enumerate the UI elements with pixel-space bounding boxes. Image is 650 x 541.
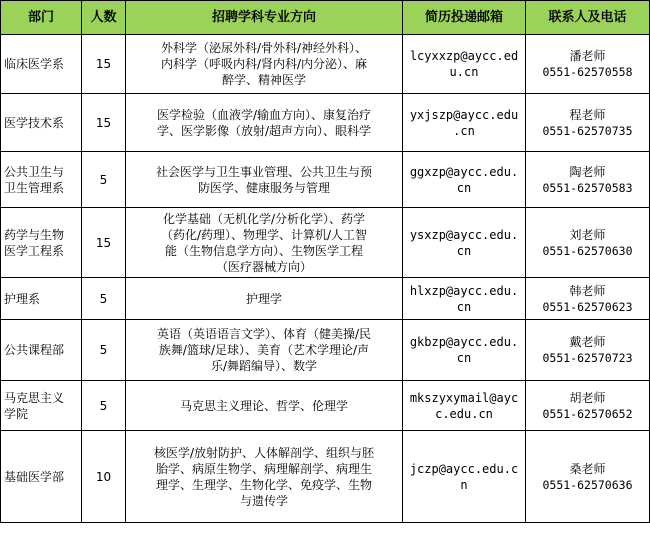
count-cell: 15 [82,35,126,94]
header-count: 人数 [82,1,126,35]
contact-phone: 0551-62570583 [542,180,633,195]
count-cell: 5 [82,320,126,381]
major-cell-line: 防医学、健康服务与管理 [197,180,330,195]
table-row [1,208,650,278]
dept-cell [1,278,82,320]
major-cell-line: （药化/药理）、物理学、计算机/人工智 [160,227,368,242]
major-cell [126,208,403,278]
contact-phone: 0551-62570558 [542,65,633,79]
contact-cell [526,381,650,431]
table-row [1,320,650,381]
contact-phone: 0551-62570735 [542,123,633,138]
dept-cell-line: 医学工程系 [4,243,65,258]
email-cell-line: n [460,477,468,492]
contact-cell [526,278,650,320]
major-cell [126,431,403,523]
email-cell-line: lcyxxzp@aycc.ed [409,49,519,63]
major-cell [126,320,403,381]
email-cell-line: hlxzp@aycc.edu. [409,283,519,298]
major-cell-line: 英语（英语语言文学）、体育（健美操/民 [156,327,372,341]
email-cell[interactable] [403,208,526,278]
email-cell-line: mkszyxymail@ayc [409,390,519,405]
contact-person: 陶老师 [569,164,606,179]
email-cell-line: cn [456,243,472,258]
contact-cell [526,94,650,152]
contact-cell [526,431,650,523]
dept-cell-line: 公共课程部 [4,343,65,357]
email-cell[interactable] [403,431,526,523]
major-cell-line: 护理学 [245,291,282,306]
email-cell-line: u.cn [449,65,479,79]
major-cell [126,381,403,431]
major-cell-line: 族舞/篮球/足球）、美育（艺术学理论/声 [158,343,370,357]
dept-cell [1,208,82,278]
contact-phone: 0551-62570652 [542,406,633,421]
email-cell-line: cn [456,180,472,195]
major-cell-line: 乐/舞蹈编导）、数学 [210,359,318,373]
count-cell: 10 [82,431,126,523]
header-row [1,1,650,35]
contact-phone: 0551-62570630 [542,243,633,258]
major-cell-line: 核医学/放射防护、人体解剖学、组织与胚 [153,445,375,460]
major-cell [126,152,403,208]
dept-cell-line: 护理系 [4,291,41,306]
contact-person: 韩老师 [569,283,606,298]
dept-cell-line: 临床医学系 [4,57,65,71]
email-cell-line: yxjszp@aycc.edu [409,107,519,122]
table-row [1,94,650,152]
contact-person: 胡老师 [569,390,606,405]
dept-cell-line: 药学与生物 [4,227,65,242]
dept-cell [1,94,82,152]
email-cell[interactable] [403,94,526,152]
major-cell-line: 医学检验（血液学/输血方向）、康复治疗 [156,107,372,122]
major-cell [126,278,403,320]
table-row [1,381,650,431]
contact-phone: 0551-62570723 [542,351,633,365]
email-cell-line: gkbzp@aycc.edu. [409,335,519,349]
email-cell-line: ysxzp@aycc.edu. [409,227,519,242]
email-cell-line: c.edu.cn [435,406,493,421]
table-row [1,431,650,523]
major-cell-line: 与遗传学 [239,493,288,508]
email-cell-line: ggxzp@aycc.edu. [409,164,519,179]
email-cell-line: jczp@aycc.edu.c [409,461,519,476]
email-cell-line: .cn [453,123,475,138]
table-row [1,152,650,208]
major-cell-line: 外科学（泌尿外科/骨外科/神经外科）、 [160,41,368,55]
count-cell: 5 [82,152,126,208]
email-cell-line: cn [456,299,472,314]
major-cell [126,94,403,152]
contact-cell [526,152,650,208]
dept-cell [1,431,82,523]
dept-cell [1,152,82,208]
major-cell-line: 内科学（呼吸内科/肾内科/内分泌）、麻 [160,57,368,71]
header-major: 招聘学科专业方向 [126,1,403,35]
contact-person: 程老师 [569,107,606,122]
contact-phone: 0551-62570636 [542,477,633,492]
contact-cell [526,208,650,278]
dept-cell-line: 医学技术系 [4,115,65,130]
count-cell: 5 [82,278,126,320]
header-contact: 联系人及电话 [526,1,650,35]
contact-person: 桑老师 [569,461,606,476]
count-cell: 5 [82,381,126,431]
major-cell-line: 醉学、精神医学 [221,73,306,87]
dept-cell-line: 公共卫生与 [4,164,65,179]
email-cell[interactable] [403,381,526,431]
major-cell-line: 马克思主义理论、哲学、伦理学 [179,398,348,413]
dept-cell-line: 学院 [4,406,29,421]
dept-cell-line: 马克思主义 [4,390,65,405]
header-dept: 部门 [1,1,82,35]
major-cell-line: 能（生物信息学方向）、生物医学工程 [164,243,363,258]
table-body [1,35,650,523]
major-cell-line: （医疗器械方向） [215,259,312,274]
major-cell-line: 胎学、病原生物学、病理解剖学、病理生 [155,461,372,476]
email-cell[interactable] [403,152,526,208]
contact-person: 潘老师 [569,49,606,63]
major-cell-line: 理学、生理学、生物化学、免疫学、生物 [155,477,372,492]
email-cell[interactable] [403,320,526,381]
major-cell [126,35,403,94]
dept-cell [1,320,82,381]
email-cell[interactable] [403,35,526,94]
count-cell: 15 [82,208,126,278]
header-email: 简历投递邮箱 [403,1,526,35]
table-row [1,35,650,94]
email-cell[interactable] [403,278,526,320]
major-cell-line: 化学基础（无机化学/分析化学）、药学 [162,211,366,226]
dept-cell-line: 卫生管理系 [4,180,65,195]
major-cell-line: 社会医学与卫生事业管理、公共卫生与预 [155,164,372,179]
contact-cell [526,35,650,94]
dept-cell [1,381,82,431]
contact-phone: 0551-62570623 [542,299,633,314]
dept-cell-line: 基础医学部 [4,469,65,484]
dept-cell [1,35,82,94]
major-cell-line: 学、医学影像（放射/超声方向）、眼科学 [156,123,372,138]
count-cell: 15 [82,94,126,152]
contact-person: 刘老师 [569,227,606,242]
contact-cell [526,320,650,381]
contact-person: 戴老师 [569,335,606,349]
table-row [1,278,650,320]
email-cell-line: cn [456,351,472,365]
